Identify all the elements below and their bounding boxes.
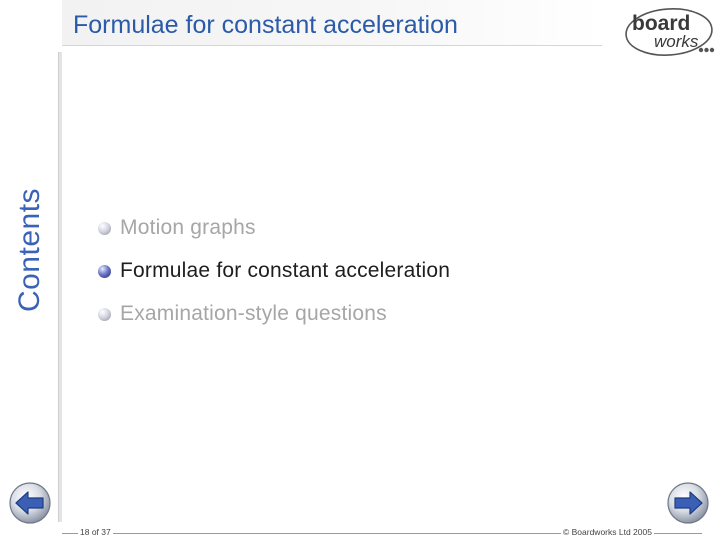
back-button[interactable] (8, 481, 52, 525)
boardworks-logo (623, 4, 717, 64)
menu-item-motion-graphs[interactable] (98, 214, 256, 242)
menu-item-label: Motion graphs (120, 216, 256, 239)
bullet-icon (98, 265, 111, 278)
menu-item-label: Examination-style questions (120, 302, 387, 325)
menu-item-examination-questions[interactable] (98, 300, 387, 328)
bullet-icon (98, 308, 111, 321)
sidebar-divider (58, 52, 62, 522)
sidebar-contents-label: Contents (13, 187, 46, 313)
page-title: Formulae for constant acceleration (73, 11, 458, 39)
page-number: 18 of 37 (80, 527, 111, 537)
menu-item-formulae-constant-acceleration[interactable] (98, 257, 450, 285)
logo-text-board: board (632, 12, 691, 35)
copyright-text: © Boardworks Ltd 2005 (563, 527, 652, 537)
title-divider (62, 45, 602, 46)
bullet-icon (98, 222, 111, 235)
menu-item-label: Formulae for constant acceleration (120, 259, 451, 282)
logo-text-works: works (654, 32, 699, 51)
sidebar (0, 0, 58, 540)
forward-button[interactable] (666, 481, 710, 525)
